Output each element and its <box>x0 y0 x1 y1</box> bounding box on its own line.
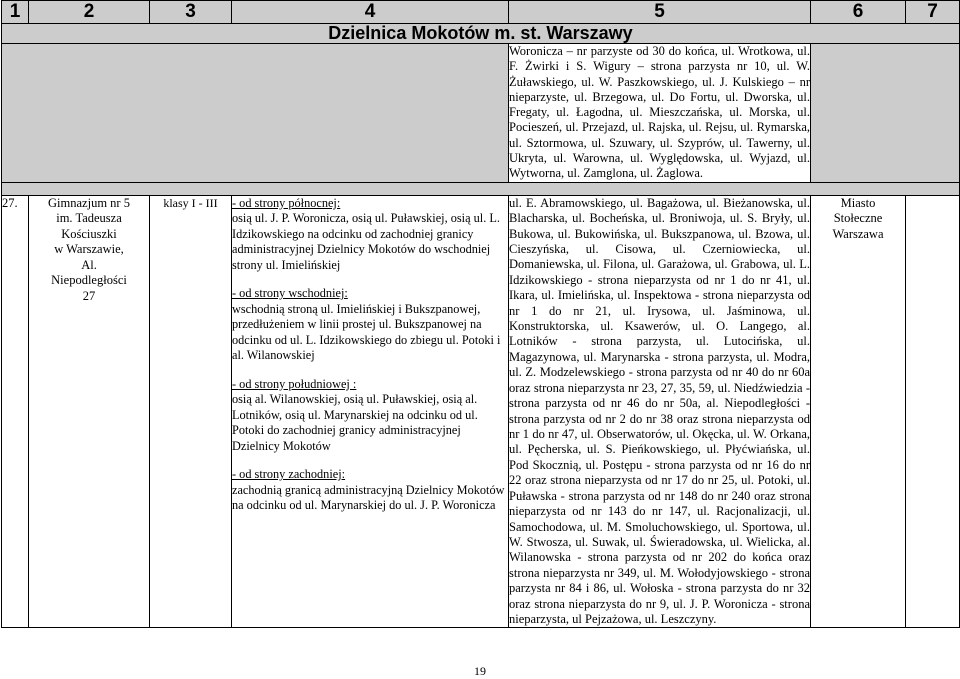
authority-line: Warszawa <box>832 226 884 241</box>
column-7-empty <box>906 195 960 628</box>
column-number: 1 <box>2 1 29 24</box>
boundary-heading-south: - od strony południowej : <box>232 376 357 391</box>
school-entry-row <box>2 195 960 628</box>
boundary-text-north: osią ul. J. P. Woronicza, osią ul. Puławskiej, osią ul. L. Idzikowskiego na odcinku od zachodniej granicy administracyjnej Dzielnicy Mokotów do wschodniej strony ul. Imielińskiej <box>232 211 500 272</box>
column-number-header <box>2 1 960 24</box>
authority-line: Stołeczne <box>833 211 883 226</box>
school-name-line: Niepodległości <box>51 273 127 288</box>
boundary-text-east: wschodnią stroną ul. Imielińskiej i Bukszpanowej, przedłużeniem w linii prostej ul. Bukszpanowej na odcinku od ul. L. Idzikowskiego do zbiegu ul. Potoki i al. Wilanowskiej <box>232 301 501 363</box>
boundary-description <box>232 195 509 628</box>
district-title-row <box>2 24 960 44</box>
entry-number: 27. <box>2 195 29 628</box>
boundary-heading-north: - od strony północnej: <box>232 195 341 210</box>
class-range: klasy I - III <box>150 195 232 628</box>
school-name-line: 27 <box>82 288 96 303</box>
district-title: Dzielnica Mokotów m. st. Warszawy <box>2 24 960 44</box>
boundary-heading-east: - od strony wschodniej: <box>232 286 348 301</box>
spacer-band <box>2 182 960 195</box>
school-name-line: im. Tadeusza <box>56 211 122 226</box>
continuation-blank-right <box>811 44 960 183</box>
column-number: 4 <box>232 1 509 24</box>
column-number: 7 <box>906 1 960 24</box>
boundary-text-south: osią al. Wilanowskiej, osią ul. Puławskiej, osią al. Lotników, osią ul. Marynarskiej na odcinku od ul. Potoki do zachodniej granicy administracyjnej Dzielnicy Mokotów <box>232 392 478 453</box>
continuation-streets: Woronicza – nr parzyste od 30 do końca, ul. Wrotkowa, ul. F. Żwirki i S. Wigury – strona parzysta nr 10, ul. W. Żuławskiego, ul. W. Paszkowskiego, ul. J. Kulskiego – nr nieparzyste, ul. Brzegowa, ul. Do Fortu, ul. Dworska, ul. Fregaty, ul. Łagodna, ul. Mieszczańska, ul. Morska, ul. Pocieszeń, ul. Przejazd, ul. Rajska, ul. Rejsu, ul. Rymarska, ul. Sztormowa, ul. Szuwary, ul. Szyprów, ul. Tawerny, ul. Ukryta, ul. Warowna, ul. Wyględowska, ul. Wyjazd, ul. Wytworna, ul. Zamglona, ul. Żaglowa. <box>509 44 810 181</box>
school-name <box>29 195 150 628</box>
boundary-heading-west: - od strony zachodniej: <box>232 467 346 482</box>
school-name-line: Al. <box>81 257 97 272</box>
authority <box>811 195 906 628</box>
column-number: 3 <box>150 1 232 24</box>
school-district-table <box>1 0 960 628</box>
continuation-blank <box>2 44 509 183</box>
boundary-text-west: zachodnią granicą administracyjną Dzielnicy Mokotów na odcinku od ul. Marynarskiej do ul. J. P. Woronicza <box>232 482 505 513</box>
spacer-row <box>2 182 960 195</box>
page-number: 19 <box>474 664 486 678</box>
school-name-line: Gimnazjum nr 5 <box>48 195 130 210</box>
school-name-line: Kościuszki <box>61 226 117 241</box>
column-number: 2 <box>29 1 150 24</box>
authority-line: Miasto <box>840 195 876 210</box>
continuation-row <box>2 44 960 183</box>
column-number: 5 <box>509 1 811 24</box>
column-number: 6 <box>811 1 906 24</box>
school-name-line: w Warszawie, <box>54 242 124 257</box>
street-list: ul. E. Abramowskiego, ul. Bagażowa, ul. Bieżanowska, ul. Blacharska, ul. Bocheńska, ul. Broniwoja, ul. S. Bryły, ul. Bukowa, ul. Bukowińska, ul. Bukszpanowa, ul. Bzowa, ul. Cieszyńska, ul. Cisowa, ul. Czerniowiecka, ul. Domaniewska, ul. Filona, ul. Garażowa, ul. Grabowa, ul. L. Idzikowskiego - strona nieparzysta od nr 1 do nr 41, ul. Ikara, ul. Imielińska, ul. Inspektowa - strona nieparzysta od nr 1 do nr 21, ul. Irysowa, ul. Jaśminowa, ul. Konstruktorska, ul. Ksawerów, ul. O. Langego, al. Lotników - strona parzysta, ul. Lutocińska, ul. Magazynowa, ul. Marynarska - strona parzysta, ul. Modra, ul. Z. Modzelewskiego - strona parzysta od nr 40 do nr 60a oraz strona nieparzysta nr 23, 27, 35, 59, ul. Niedźwiedzia - strona parzysta od nr 46 do nr 50a, al. Niepodległości - strona parzysta od nr 2 do nr 38 oraz strona nieparzysta od nr 1 do nr 47, ul. Obserwatorów, ul. Okęcka, ul. W. Orkana, ul. Pęcherska, ul. S. Pieńkowskiego, ul. Płyćwiańska, ul. Pod Skocznią, ul. Postępu - strona parzysta od nr 16 do nr 22 oraz strona nieparzysta od nr 17 do nr 25, ul. Potoki, ul. Puławska - strona parzysta od nr 148 do nr 240 oraz strona nieparzysta od nr 143 do nr 147, ul. Racjonalizacji, ul. Samochodowa, ul. M. Smoluchowskiego, ul. Sportowa, ul. W. Stwosza, ul. Suwak, ul. Świeradowska, ul. Wielicka, al. Wilanowska - strona parzysta od nr 202 do końca oraz strona nieparzysta nr 349, ul. M. Wołodyjowskiego - strona parzysta nr 84 i 86, ul. Wołoska - strona parzysta do nr 32 oraz strona nieparzysta do nr 9, ul. J. P. Woronicza - strona nieparzysta, ul Pejzażowa, ul. Leszczyny. <box>509 195 810 627</box>
